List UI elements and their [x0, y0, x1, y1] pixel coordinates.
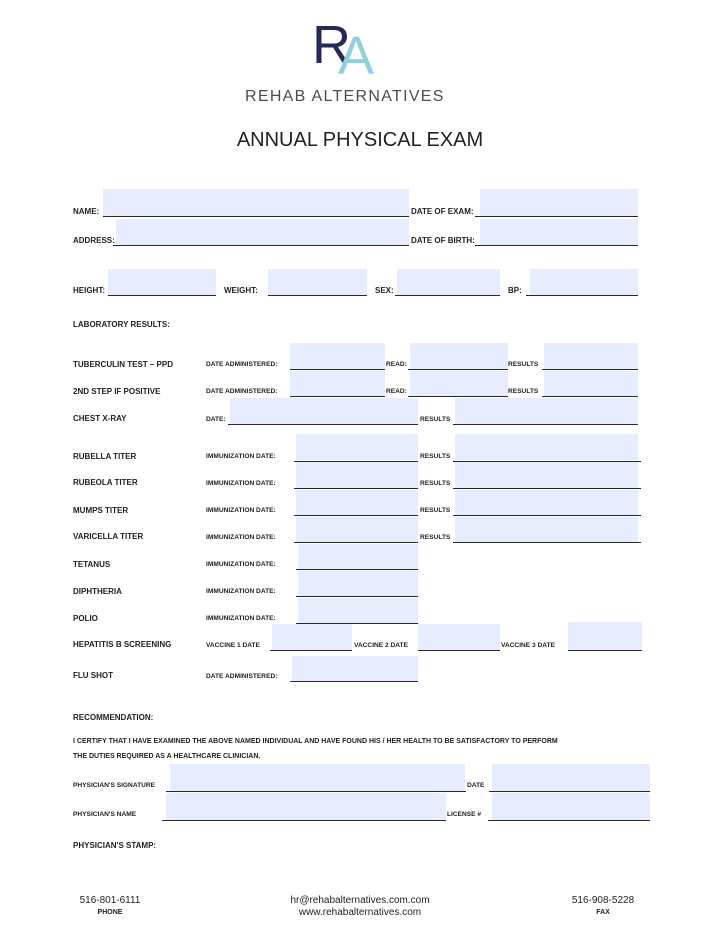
- rubella-titer-label: RUBELLA TITER: [73, 452, 137, 461]
- chest-xray-label: CHEST X-RAY: [73, 414, 127, 423]
- hepatitis-vaccine1-label: VACCINE 1 DATE: [206, 642, 260, 649]
- date-of-birth-field[interactable]: [480, 219, 638, 245]
- mumps-immunization-label: IMMUNIZATION DATE:: [206, 507, 276, 514]
- polio-immunization-field[interactable]: [298, 598, 418, 624]
- flu-date-administered-field[interactable]: [292, 656, 418, 682]
- rubella-results-label: RESULTS: [420, 453, 451, 460]
- sex-label: SEX:: [375, 286, 394, 295]
- tb-date-administered-label: DATE ADMINISTERED:: [206, 361, 278, 368]
- rubeola-results-label: RESULTS: [420, 480, 451, 487]
- weight-label: WEIGHT:: [224, 286, 258, 295]
- date-of-exam-label: DATE OF EXAM:: [411, 207, 474, 216]
- rubeola-titer-label: RUBEOLA TITER: [73, 478, 138, 487]
- varicella-immunization-field[interactable]: [296, 517, 418, 543]
- laboratory-heading: LABORATORY RESULTS:: [73, 320, 170, 329]
- rubeola-results-field[interactable]: [455, 462, 638, 488]
- hepatitis-vaccine1-field[interactable]: [272, 624, 352, 650]
- physician-name-label: PHYSICIAN'S NAME: [73, 811, 137, 818]
- tb-read-field[interactable]: [410, 343, 508, 369]
- brand-name: REHAB ALTERNATIVES: [245, 88, 445, 105]
- date-of-birth-label: DATE OF BIRTH:: [411, 236, 475, 245]
- varicella-immunization-label: IMMUNIZATION DATE:: [206, 534, 276, 541]
- hepatitis-vaccine2-label: VACCINE 2 DATE: [354, 642, 408, 649]
- footer-website[interactable]: www.rehabalternatives.com: [298, 907, 422, 918]
- license-number-field[interactable]: [492, 793, 650, 820]
- footer-fax: 516-908-5228: [571, 895, 635, 906]
- footer-fax-label: FAX: [596, 909, 610, 916]
- chest-xray-results-label: RESULTS: [420, 416, 451, 423]
- weight-field[interactable]: [268, 269, 367, 296]
- mumps-results-label: RESULTS: [420, 507, 451, 514]
- tb-read-label: READ:: [386, 361, 407, 368]
- height-label: HEIGHT:: [73, 286, 105, 295]
- certify-line-2: THE DUTIES REQUIRED AS A HEALTHCARE CLINICIAN.: [73, 753, 261, 760]
- height-field[interactable]: [108, 269, 216, 296]
- footer-phone: 516-801-6111: [79, 895, 141, 906]
- mumps-immunization-field[interactable]: [296, 490, 418, 516]
- rubeola-immunization-field[interactable]: [296, 462, 418, 488]
- physician-stamp-label: PHYSICIAN'S STAMP:: [73, 841, 157, 850]
- hepatitis-b-label: HEPATITIS B SCREENING: [73, 640, 172, 649]
- diphtheria-immunization-field[interactable]: [298, 571, 418, 597]
- varicella-results-label: RESULTS: [420, 534, 451, 541]
- polio-immunization-label: IMMUNIZATION DATE:: [206, 615, 276, 622]
- hepatitis-vaccine3-field[interactable]: [568, 622, 642, 650]
- signature-date-field[interactable]: [492, 764, 650, 791]
- hepatitis-vaccine2-field[interactable]: [418, 624, 500, 650]
- step2-date-administered-field[interactable]: [290, 371, 385, 397]
- logo-letter-a: A: [338, 26, 375, 86]
- varicella-titer-label: VARICELLA TITER: [73, 532, 144, 541]
- footer-email[interactable]: hr@rehabalternatives.com.com: [290, 895, 430, 906]
- tb-results-label: RESULTS: [508, 361, 539, 368]
- chest-xray-results-field[interactable]: [455, 398, 638, 424]
- tb-date-administered-field[interactable]: [290, 343, 385, 369]
- logo-letter-r: R: [312, 15, 351, 75]
- rubeola-immunization-label: IMMUNIZATION DATE:: [206, 480, 276, 487]
- hepatitis-vaccine3-label: VACCINE 3 DATE: [501, 642, 555, 649]
- date-of-exam-field[interactable]: [480, 189, 638, 216]
- tb-results-field[interactable]: [544, 343, 638, 369]
- rubella-immunization-label: IMMUNIZATION DATE:: [206, 453, 276, 460]
- step2-results-label: RESULTS: [508, 388, 539, 395]
- varicella-results-field[interactable]: [455, 517, 638, 543]
- mumps-results-field[interactable]: [455, 490, 638, 516]
- bp-label: BP:: [508, 286, 522, 295]
- recommendation-heading: RECOMMENDATION:: [73, 713, 154, 722]
- chest-xray-date-field[interactable]: [230, 398, 418, 424]
- physician-signature-label: PHYSICIAN'S SIGNATURE: [73, 782, 156, 789]
- chest-xray-date-label: DATE:: [206, 416, 226, 423]
- rubella-immunization-field[interactable]: [296, 434, 418, 460]
- tetanus-label: TETANUS: [73, 560, 111, 569]
- diphtheria-immunization-label: IMMUNIZATION DATE:: [206, 588, 276, 595]
- step2-read-field[interactable]: [410, 371, 508, 397]
- license-number-label: LICENSE #: [447, 811, 482, 818]
- tetanus-immunization-field[interactable]: [298, 544, 418, 570]
- signature-date-label: DATE: [467, 782, 485, 789]
- physician-signature-field[interactable]: [170, 764, 465, 791]
- polio-label: POLIO: [73, 614, 98, 623]
- flu-shot-label: FLU SHOT: [73, 671, 113, 680]
- address-label: ADDRESS:: [73, 236, 115, 245]
- address-field[interactable]: [116, 219, 409, 245]
- sex-field[interactable]: [397, 269, 500, 296]
- certify-line-1: I CERTIFY THAT I HAVE EXAMINED THE ABOVE NAMED INDIVIDUAL AND HAVE FOUND HIS / HER HEALTH TO BE SATISFACTORY TO PERFORM: [73, 738, 558, 745]
- physician-name-field[interactable]: [166, 793, 446, 820]
- mumps-titer-label: MUMPS TITER: [73, 506, 129, 515]
- bp-field[interactable]: [530, 269, 638, 296]
- footer-phone-label: PHONE: [97, 909, 123, 916]
- rubella-results-field[interactable]: [455, 434, 638, 460]
- tb-test-label: TUBERCULIN TEST – PPD: [73, 360, 174, 369]
- tetanus-immunization-label: IMMUNIZATION DATE:: [206, 561, 276, 568]
- step2-date-administered-label: DATE ADMINISTERED:: [206, 388, 278, 395]
- name-label: NAME:: [73, 207, 100, 216]
- name-field[interactable]: [103, 189, 409, 216]
- second-step-label: 2ND STEP IF POSITIVE: [73, 387, 161, 396]
- flu-date-administered-label: DATE ADMINISTERED:: [206, 673, 278, 680]
- step2-read-label: READ:: [386, 388, 407, 395]
- page-title: ANNUAL PHYSICAL EXAM: [236, 129, 484, 151]
- diphtheria-label: DIPHTHERIA: [73, 587, 122, 596]
- step2-results-field[interactable]: [544, 371, 638, 397]
